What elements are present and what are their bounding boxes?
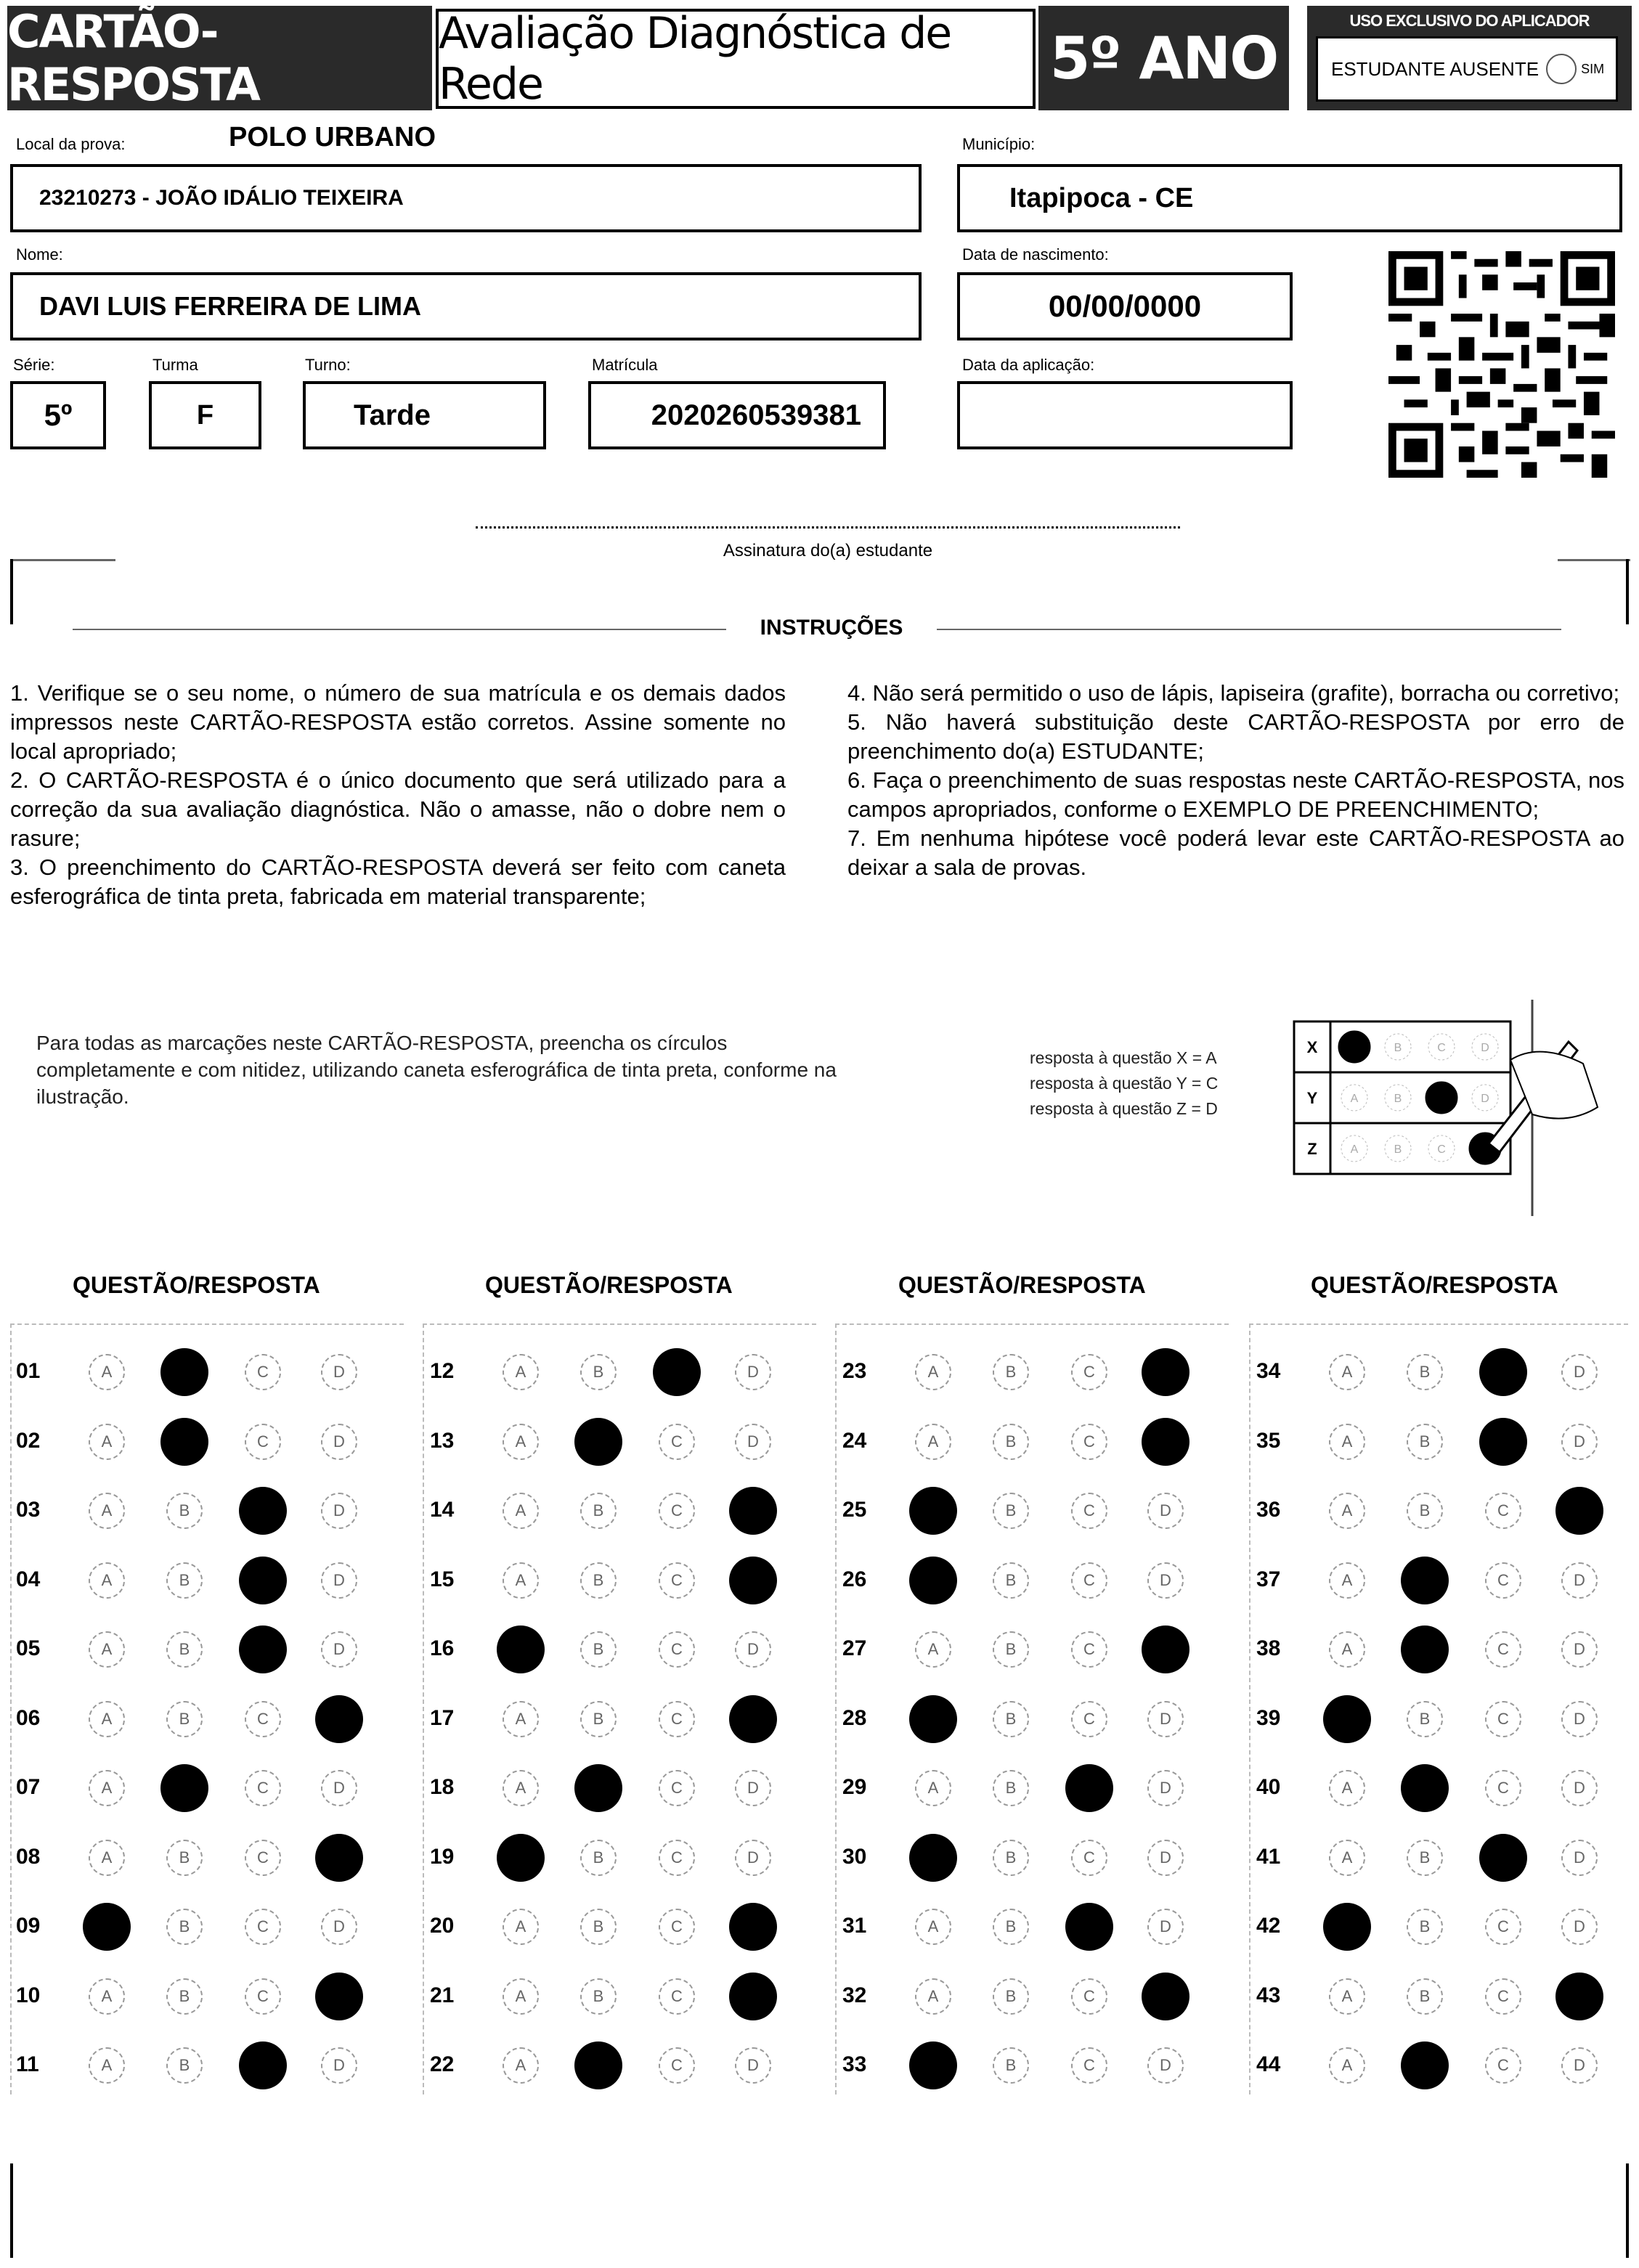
frame-edge-bottom-left — [10, 2163, 13, 2258]
answer-bubble-a[interactable] — [909, 1834, 957, 1882]
answer-bubble-b[interactable] — [574, 1764, 622, 1812]
example-bubble — [1338, 1031, 1370, 1063]
answer-bubble-b[interactable] — [1401, 1557, 1449, 1604]
question-number: 27 — [842, 1636, 867, 1660]
answer-bubble-c[interactable] — [1065, 1903, 1113, 1951]
answer-bubble-c[interactable]: C — [1485, 2047, 1521, 2084]
applicator-panel — [1307, 6, 1632, 110]
answer-bubble-d[interactable]: D — [321, 1424, 357, 1460]
answer-bubble-b[interactable]: B — [166, 1840, 203, 1876]
local-value: POLO URBANO — [229, 122, 436, 152]
example-row-label: Y — [1306, 1089, 1318, 1107]
answer-bubble-c[interactable] — [1479, 1834, 1527, 1882]
answer-bubble-b[interactable]: B — [580, 1701, 617, 1737]
instructions-rule-right — [937, 629, 1561, 630]
serie-label: Série: — [13, 356, 55, 374]
answer-bubble-b[interactable]: B — [580, 1840, 617, 1876]
example-legend-line: resposta à questão Y = C — [1030, 1074, 1219, 1093]
card-title-banner — [7, 6, 432, 110]
card-title: CARTÃO-RESPOSTA — [7, 5, 260, 111]
answer-bubble-c[interactable]: C — [1485, 1978, 1521, 2015]
frame-edge-right — [1626, 559, 1629, 624]
question-number: 06 — [16, 1705, 41, 1730]
question-number: 31 — [842, 1914, 867, 1938]
answer-bubble-d[interactable]: D — [321, 1631, 357, 1668]
nasc-label: Data de nascimento: — [962, 245, 1109, 264]
answer-bubble-a[interactable]: A — [503, 1562, 539, 1599]
example-bubble-letter: B — [1394, 1143, 1402, 1156]
question-number: 12 — [430, 1359, 455, 1383]
example-illustration — [1293, 998, 1612, 1223]
question-number: 22 — [430, 2052, 455, 2076]
answer-bubble-c[interactable]: C — [659, 1701, 695, 1737]
signature-line[interactable] — [476, 526, 1180, 529]
answer-bubble-a[interactable]: A — [89, 1562, 125, 1599]
answer-bubble-d[interactable]: D — [1561, 1701, 1598, 1737]
instructions-rule-left — [73, 629, 726, 630]
answer-bubble-d[interactable]: D — [1147, 1909, 1184, 1945]
absent-bubble[interactable] — [1546, 54, 1577, 84]
question-number: 24 — [842, 1428, 867, 1453]
answer-bubble-c[interactable]: C — [1485, 1562, 1521, 1599]
instruction-item: 5. Não haverá substituição deste CARTÃO-RESPOSTA por erro de preenchimento do(a) ESTUDANTE; — [847, 709, 1624, 764]
answer-bubble-a[interactable]: A — [1329, 1493, 1365, 1529]
answer-bubble-b[interactable] — [160, 1348, 208, 1396]
turno-field: Tarde — [303, 381, 546, 449]
answer-bubble-b[interactable]: B — [993, 1770, 1029, 1806]
example-row-label: Z — [1307, 1140, 1317, 1158]
answer-bubble-b[interactable]: B — [166, 1701, 203, 1737]
answer-bubble-d[interactable]: D — [735, 1631, 771, 1668]
answer-bubble-d[interactable]: D — [1561, 1424, 1598, 1460]
instruction-item: 4. Não será permitido o uso de lápis, lapiseira (grafite), borracha ou corretivo; — [847, 680, 1620, 706]
question-number: 25 — [842, 1498, 867, 1522]
answer-bubble-d[interactable]: D — [735, 1424, 771, 1460]
answer-bubble-c[interactable]: C — [659, 1424, 695, 1460]
answer-bubble-d[interactable]: D — [321, 1562, 357, 1599]
answer-bubble-d[interactable]: D — [321, 1493, 357, 1529]
answer-bubble-b[interactable]: B — [166, 1493, 203, 1529]
question-number: 10 — [16, 1983, 41, 2007]
nome-field: DAVI LUIS FERREIRA DE LIMA — [10, 272, 922, 340]
question-number: 03 — [16, 1498, 41, 1522]
answer-bubble-b[interactable]: B — [993, 1631, 1029, 1668]
municipio-label: Município: — [962, 135, 1036, 153]
answer-bubble-a[interactable]: A — [89, 2047, 125, 2084]
answer-bubble-d[interactable] — [315, 1695, 363, 1743]
answer-bubble-c[interactable] — [239, 1625, 287, 1673]
answer-bubble-b[interactable] — [160, 1764, 208, 1812]
answer-bubble-c[interactable] — [1479, 1348, 1527, 1396]
answer-bubble-b[interactable]: B — [580, 1354, 617, 1390]
answer-bubble-b[interactable]: B — [580, 1978, 617, 2015]
answer-bubble-c[interactable]: C — [659, 1493, 695, 1529]
answer-bubble-c[interactable]: C — [245, 1770, 281, 1806]
question-number: 35 — [1256, 1428, 1281, 1453]
answer-bubble-d[interactable]: D — [1147, 1840, 1184, 1876]
example-bubble-letter: D — [1481, 1093, 1489, 1105]
answers-header-1: QUESTÃO/RESPOSTA — [73, 1272, 320, 1298]
answer-bubble-b[interactable]: B — [580, 1631, 617, 1668]
instruction-item: 1. Verifique se o seu nome, o número de sua matrícula e os demais dados impressos neste CARTÃO-RESPOSTA estão corretos. Assine somente no local apropriado; — [10, 680, 786, 764]
answer-bubble-a[interactable]: A — [915, 1424, 951, 1460]
question-number: 01 — [16, 1359, 41, 1383]
question-number: 16 — [430, 1636, 455, 1660]
question-number: 43 — [1256, 1983, 1281, 2007]
matricula-label: Matrícula — [592, 356, 658, 374]
answer-bubble-c[interactable]: C — [1071, 1424, 1107, 1460]
answer-bubble-c[interactable] — [1479, 1418, 1527, 1466]
example-bubble-letter: B — [1394, 1093, 1402, 1105]
grade-banner — [1038, 6, 1289, 110]
instructions-left — [10, 679, 786, 911]
answer-bubble-b[interactable]: B — [993, 2047, 1029, 2084]
turno-label: Turno: — [305, 356, 351, 374]
question-number: 13 — [430, 1428, 455, 1453]
answer-bubble-c[interactable]: C — [1485, 1770, 1521, 1806]
answer-bubble-b[interactable] — [574, 2041, 622, 2089]
answer-bubble-a[interactable] — [1323, 1903, 1371, 1951]
answer-bubble-c[interactable]: C — [659, 1631, 695, 1668]
answer-bubble-d[interactable] — [315, 1834, 363, 1882]
signature-label: Assinatura do(a) estudante — [723, 541, 933, 560]
local-label: Local da prova: — [16, 135, 126, 153]
answer-bubble-a[interactable]: A — [915, 1354, 951, 1390]
question-number: 36 — [1256, 1498, 1281, 1522]
answer-bubble-d[interactable]: D — [1147, 1493, 1184, 1529]
qr-code-icon — [1388, 251, 1615, 478]
question-number: 26 — [842, 1567, 867, 1591]
answer-bubble-c[interactable] — [239, 1487, 287, 1535]
question-number: 32 — [842, 1983, 867, 2007]
answer-bubble-a[interactable]: A — [503, 1354, 539, 1390]
question-number: 28 — [842, 1705, 867, 1730]
turma-field: F — [149, 381, 261, 449]
question-number: 44 — [1256, 2052, 1281, 2076]
example-bubble-letter: A — [1350, 1143, 1359, 1156]
instructions-right — [847, 679, 1624, 882]
aplicacao-label: Data da aplicação: — [962, 356, 1095, 374]
answer-bubble-c[interactable]: C — [245, 1978, 281, 2015]
answer-bubble-d[interactable]: D — [321, 2047, 357, 2084]
question-number: 40 — [1256, 1775, 1281, 1799]
answer-bubble-c[interactable]: C — [245, 1909, 281, 1945]
answer-bubble-c[interactable]: C — [1071, 1354, 1107, 1390]
answer-bubble-a[interactable]: A — [1329, 2047, 1365, 2084]
instruction-item: 7. Em nenhuma hipótese você poderá levar este CARTÃO-RESPOSTA ao deixar a sala de provas. — [847, 825, 1624, 880]
serie-field: 5º — [10, 381, 106, 449]
answer-bubble-c[interactable] — [653, 1348, 701, 1396]
answer-bubble-d[interactable] — [729, 1695, 777, 1743]
answer-bubble-b[interactable] — [574, 1418, 622, 1466]
answer-bubble-c[interactable]: C — [1485, 1909, 1521, 1945]
example-legend — [1030, 1045, 1218, 1122]
answer-bubble-b[interactable]: B — [993, 1701, 1029, 1737]
answer-bubble-c[interactable] — [239, 1557, 287, 1604]
question-number: 34 — [1256, 1359, 1281, 1383]
frame-edge-left — [10, 559, 13, 624]
absent-label: ESTUDANTE AUSENTE — [1331, 57, 1540, 80]
absent-box — [1316, 36, 1618, 102]
answer-bubble-c[interactable] — [239, 2041, 287, 2089]
answer-bubble-b[interactable]: B — [1407, 1354, 1443, 1390]
answer-bubble-b[interactable]: B — [993, 1354, 1029, 1390]
municipio-field: Itapipoca - CE — [957, 164, 1622, 232]
answer-bubble-a[interactable]: A — [89, 1770, 125, 1806]
answer-bubble-b[interactable]: B — [166, 2047, 203, 2084]
answer-bubble-c[interactable]: C — [1071, 1562, 1107, 1599]
answer-bubble-a[interactable]: A — [1329, 1770, 1365, 1806]
answer-bubble-d[interactable]: D — [1561, 1770, 1598, 1806]
answer-bubble-b[interactable] — [1401, 2041, 1449, 2089]
answer-bubble-c[interactable]: C — [1071, 1493, 1107, 1529]
answer-bubble-d[interactable] — [729, 1487, 777, 1535]
question-number: 08 — [16, 1844, 41, 1869]
answer-bubble-c[interactable]: C — [1071, 1978, 1107, 2015]
question-number: 14 — [430, 1498, 455, 1522]
answer-bubble-d[interactable]: D — [1561, 1909, 1598, 1945]
answer-bubble-b[interactable]: B — [993, 1493, 1029, 1529]
answer-bubble-b[interactable]: B — [166, 1562, 203, 1599]
question-number: 02 — [16, 1428, 41, 1453]
answer-bubble-d[interactable]: D — [321, 1770, 357, 1806]
answer-bubble-c[interactable]: C — [659, 1840, 695, 1876]
answer-bubble-b[interactable]: B — [1407, 1701, 1443, 1737]
answer-bubble-d[interactable]: D — [1561, 1354, 1598, 1390]
aplicacao-field[interactable] — [957, 381, 1293, 449]
example-bubble — [1426, 1082, 1457, 1114]
answer-bubble-a[interactable]: A — [89, 1493, 125, 1529]
example-instructions: Para todas as marcações neste CARTÃO-RESPOSTA, preencha os círculos completamente e com nitidez, utilizando caneta esferográfica de tinta preta, conforme na ilustração. — [36, 1032, 837, 1108]
question-number: 29 — [842, 1775, 867, 1799]
answer-bubble-d[interactable] — [1142, 1418, 1189, 1466]
question-number: 05 — [16, 1636, 41, 1660]
answer-bubble-b[interactable]: B — [993, 1909, 1029, 1945]
answer-bubble-b[interactable]: B — [166, 1909, 203, 1945]
answer-bubble-a[interactable]: A — [503, 1493, 539, 1529]
answer-bubble-b[interactable] — [1401, 1764, 1449, 1812]
answer-bubble-c[interactable]: C — [659, 1978, 695, 2015]
question-number: 37 — [1256, 1567, 1281, 1591]
question-number: 15 — [430, 1567, 455, 1591]
example-bubble-letter: B — [1394, 1042, 1402, 1054]
absent-option: SIM — [1581, 61, 1605, 76]
matricula-field: 2020260539381 — [588, 381, 886, 449]
answer-bubble-d[interactable]: D — [1561, 1840, 1598, 1876]
example-legend-line: resposta à questão Z = D — [1030, 1099, 1218, 1118]
answer-bubble-a[interactable]: A — [503, 1770, 539, 1806]
question-number: 04 — [16, 1567, 41, 1591]
answer-bubble-c[interactable]: C — [245, 1701, 281, 1737]
example-legend-line: resposta à questão X = A — [1030, 1048, 1217, 1067]
answer-bubble-d[interactable]: D — [1561, 1631, 1598, 1668]
answer-bubble-b[interactable]: B — [580, 1493, 617, 1529]
question-number: 21 — [430, 1983, 455, 2007]
answer-bubble-d[interactable] — [1555, 1973, 1603, 2020]
nome-label: Nome: — [16, 245, 63, 264]
answer-bubble-d[interactable]: D — [1561, 1562, 1598, 1599]
exam-title-box — [436, 9, 1036, 109]
question-number: 17 — [430, 1705, 455, 1730]
question-number: 42 — [1256, 1914, 1281, 1938]
question-number: 07 — [16, 1775, 41, 1799]
answer-bubble-d[interactable]: D — [735, 2047, 771, 2084]
answer-bubble-b[interactable] — [160, 1418, 208, 1466]
answer-bubble-c[interactable]: C — [1071, 1631, 1107, 1668]
grade: 5º ANO — [1049, 24, 1278, 92]
school-field: 23210273 - JOÃO IDÁLIO TEIXEIRA — [10, 164, 922, 232]
answer-bubble-a[interactable]: A — [1329, 1354, 1365, 1390]
answer-bubble-c[interactable]: C — [1071, 1840, 1107, 1876]
answer-bubble-b[interactable]: B — [166, 1978, 203, 2015]
answers-header-2: QUESTÃO/RESPOSTA — [485, 1272, 733, 1298]
answer-bubble-d[interactable]: D — [735, 1770, 771, 1806]
answer-bubble-a[interactable] — [909, 1695, 957, 1743]
answer-bubble-b[interactable]: B — [993, 1840, 1029, 1876]
answer-bubble-a[interactable]: A — [89, 1354, 125, 1390]
example-bubble-letter: D — [1481, 1042, 1489, 1054]
question-number: 30 — [842, 1844, 867, 1869]
answer-bubble-c[interactable]: C — [659, 1909, 695, 1945]
answer-bubble-c[interactable]: C — [1485, 1701, 1521, 1737]
answer-bubble-b[interactable] — [1401, 1625, 1449, 1673]
answer-bubble-d[interactable]: D — [1561, 2047, 1598, 2084]
answer-bubble-c[interactable]: C — [659, 1562, 695, 1599]
answer-bubble-b[interactable]: B — [1407, 1424, 1443, 1460]
answer-bubble-a[interactable]: A — [1329, 1840, 1365, 1876]
answer-bubble-d[interactable]: D — [1147, 1770, 1184, 1806]
question-number: 09 — [16, 1914, 41, 1938]
answer-bubble-c[interactable]: C — [1485, 1631, 1521, 1668]
answer-bubble-d[interactable] — [1142, 1348, 1189, 1396]
turma-label: Turma — [152, 356, 198, 374]
answer-bubble-a[interactable]: A — [1329, 1631, 1365, 1668]
answer-bubble-a[interactable]: A — [89, 1424, 125, 1460]
frame-mark-left — [10, 559, 115, 561]
answers-header-3: QUESTÃO/RESPOSTA — [898, 1272, 1146, 1298]
answer-bubble-d[interactable] — [729, 1557, 777, 1604]
answer-bubble-a[interactable]: A — [503, 2047, 539, 2084]
answer-bubble-a[interactable] — [497, 1834, 545, 1882]
answer-bubble-d[interactable]: D — [735, 1354, 771, 1390]
answer-bubble-d[interactable]: D — [321, 1354, 357, 1390]
answer-bubble-a[interactable]: A — [89, 1701, 125, 1737]
answer-bubble-a[interactable]: A — [915, 1978, 951, 2015]
answer-bubble-a[interactable]: A — [1329, 1424, 1365, 1460]
instructions-title: INSTRUÇÕES — [760, 616, 903, 640]
answer-bubble-b[interactable]: B — [580, 1562, 617, 1599]
frame-edge-bottom-right — [1626, 2163, 1629, 2258]
question-number: 19 — [430, 1844, 455, 1869]
frame-mark-right — [1558, 559, 1630, 561]
answer-bubble-a[interactable]: A — [503, 1701, 539, 1737]
answer-bubble-d[interactable] — [315, 1973, 363, 2020]
answer-bubble-d[interactable]: D — [321, 1909, 357, 1945]
answer-bubble-c[interactable] — [1065, 1764, 1113, 1812]
answer-bubble-d[interactable] — [729, 1973, 777, 2020]
answer-bubble-a[interactable] — [909, 1557, 957, 1604]
answer-bubble-a[interactable]: A — [1329, 1978, 1365, 2015]
answer-bubble-a[interactable]: A — [1329, 1562, 1365, 1599]
answer-bubble-a[interactable]: A — [915, 1631, 951, 1668]
answer-bubble-d[interactable]: D — [1147, 2047, 1184, 2084]
answer-bubble-a[interactable]: A — [503, 1424, 539, 1460]
answer-bubble-a[interactable] — [909, 1487, 957, 1535]
answer-bubble-b[interactable]: B — [166, 1631, 203, 1668]
question-number: 41 — [1256, 1844, 1281, 1869]
answer-bubble-d[interactable]: D — [1147, 1562, 1184, 1599]
answer-bubble-a[interactable]: A — [89, 1631, 125, 1668]
answer-bubble-a[interactable]: A — [89, 1978, 125, 2015]
answer-bubble-a[interactable]: A — [503, 1978, 539, 2015]
question-number: 23 — [842, 1359, 867, 1383]
example-bubble-letter: C — [1437, 1143, 1446, 1156]
answer-bubble-a[interactable]: A — [915, 1770, 951, 1806]
answer-bubble-d[interactable] — [1142, 1625, 1189, 1673]
answer-bubble-a[interactable] — [497, 1625, 545, 1673]
applicator-title: USO EXCLUSIVO DO APLICADOR — [1349, 12, 1590, 30]
nasc-field: 00/00/0000 — [957, 272, 1293, 340]
instruction-item: 6. Faça o preenchimento de suas respostas neste CARTÃO-RESPOSTA, nos campos apropriados, conforme o EXEMPLO DE PREENCHIMENTO; — [847, 767, 1624, 822]
answer-bubble-a[interactable]: A — [89, 1840, 125, 1876]
answer-bubble-c[interactable]: C — [659, 1770, 695, 1806]
answer-bubble-c[interactable]: C — [1071, 2047, 1107, 2084]
question-number: 33 — [842, 2052, 867, 2076]
answer-bubble-d[interactable]: D — [735, 1840, 771, 1876]
example-bubble-letter: A — [1350, 1093, 1359, 1105]
example-row-label: X — [1306, 1038, 1318, 1056]
question-number: 11 — [16, 2052, 39, 2076]
answers-header-4: QUESTÃO/RESPOSTA — [1311, 1272, 1558, 1298]
answer-bubble-a[interactable]: A — [503, 1909, 539, 1945]
answer-bubble-a[interactable]: A — [915, 1909, 951, 1945]
answer-bubble-c[interactable]: C — [1485, 1493, 1521, 1529]
answer-bubble-b[interactable]: B — [1407, 1978, 1443, 2015]
question-number: 39 — [1256, 1705, 1281, 1730]
question-number: 38 — [1256, 1636, 1281, 1660]
answer-bubble-d[interactable]: D — [1147, 1701, 1184, 1737]
answer-bubble-b[interactable]: B — [580, 1909, 617, 1945]
answer-bubble-b[interactable]: B — [993, 1424, 1029, 1460]
answer-bubble-a[interactable] — [909, 2041, 957, 2089]
exam-title: Avaliação Diagnóstica de Rede — [439, 8, 951, 110]
answer-bubble-c[interactable]: C — [1071, 1701, 1107, 1737]
answer-bubble-d[interactable] — [1555, 1487, 1603, 1535]
answer-bubble-b[interactable]: B — [1407, 1493, 1443, 1529]
answer-bubble-b[interactable]: B — [993, 1978, 1029, 2015]
instruction-item: 2. O CARTÃO-RESPOSTA é o único documento que será utilizado para a correção da sua avaliação diagnóstica. Não o amasse, não o dobre nem o rasure; — [10, 767, 786, 851]
question-number: 20 — [430, 1914, 455, 1938]
answer-bubble-d[interactable] — [729, 1903, 777, 1951]
answer-bubble-a[interactable] — [1323, 1695, 1371, 1743]
answer-bubble-a[interactable] — [83, 1903, 131, 1951]
answer-bubble-b[interactable]: B — [1407, 1909, 1443, 1945]
answer-bubble-c[interactable]: C — [659, 2047, 695, 2084]
answer-bubble-d[interactable] — [1142, 1973, 1189, 2020]
answer-bubble-c[interactable]: C — [245, 1354, 281, 1390]
question-number: 18 — [430, 1775, 455, 1799]
instruction-item: 3. O preenchimento do CARTÃO-RESPOSTA deverá ser feito com caneta esferográfica de tinta preta, fabricada em material transparente; — [10, 854, 786, 909]
answer-bubble-b[interactable]: B — [1407, 1840, 1443, 1876]
example-bubble-letter: C — [1437, 1042, 1446, 1054]
answer-bubble-c[interactable]: C — [245, 1424, 281, 1460]
answer-bubble-b[interactable]: B — [993, 1562, 1029, 1599]
answer-bubble-c[interactable]: C — [245, 1840, 281, 1876]
